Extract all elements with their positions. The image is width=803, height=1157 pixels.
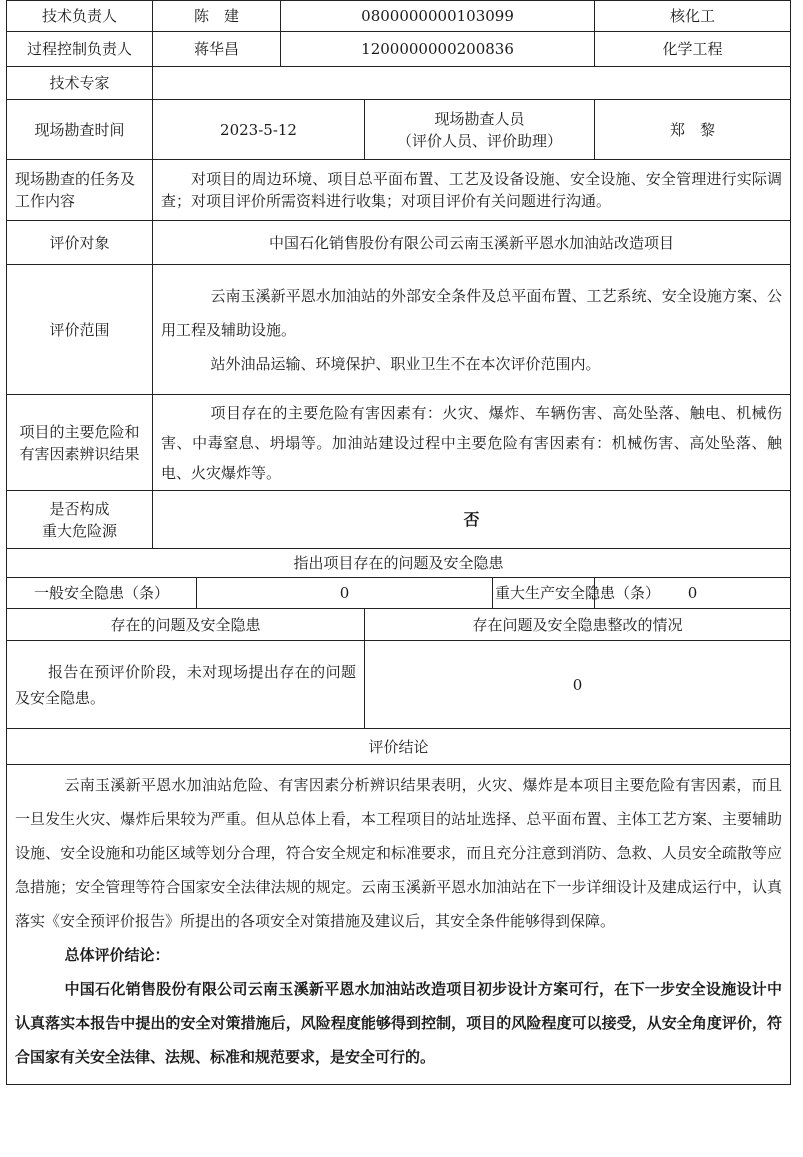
issues-body-left: 报告在预评价阶段，未对现场提出存在的问题及安全隐患。 [7,641,365,729]
survey-personnel-label [365,100,595,160]
tech-lead-name: 陈 建 [153,1,281,32]
major-hazard-value: 否 [153,491,791,549]
major-hazard-label-line2: 重大危险源 [41,521,117,540]
survey-personnel-label-line2: （评价人员、评价助理） [397,131,563,150]
major-hazard-count-label: 重大生产安全隐患（条） [493,578,595,609]
issues-col-left: 存在的问题及安全隐患 [7,609,365,641]
hazards-row [7,395,791,491]
expert-row [7,67,791,100]
tech-lead-id: 0800000000103099 [281,1,595,32]
hazards-text: 项目存在的主要危险有害因素有：火灾、爆炸、车辆伤害、高处坠落、触电、机械伤害、中毒窒息、坍塌等。加油站建设过程中主要危险有害因素有：机械伤害、高处坠落、触电、火灾爆炸等。 [153,395,791,491]
survey-personnel-value: 郑 黎 [595,100,791,160]
major-hazard-count: 0 [595,578,791,609]
process-lead-label: 过程控制负责人 [7,32,153,67]
tech-lead-field: 核化工 [595,1,791,32]
scope-label: 评价范围 [7,265,153,395]
scope-para-2: 站外油品运输、环境保护、职业卫生不在本次评价范围内。 [210,354,601,373]
conclusion-header: 评价结论 [7,729,791,765]
survey-time-label: 现场勘查时间 [7,100,153,160]
process-lead-name: 蒋华昌 [153,32,281,67]
expert-label: 技术专家 [7,67,153,100]
object-value: 中国石化销售股份有限公司云南玉溪新平恩水加油站改造项目 [153,221,791,265]
process-lead-id: 1200000000200836 [281,32,595,67]
hazards-label: 项目的主要危险和有害因素辨识结果 [7,395,153,491]
tech-lead-row [7,1,791,32]
overall-conclusion-text: 中国石化销售股份有限公司云南玉溪新平恩水加油站改造项目初步设计方案可行，在下一步安全设施设计中认真落实本报告中提出的安全对策措施后，风险程度能够得到控制，项目的风险程度可以接受，从安全角度评价，符合国家有关安全法律、法规、标准和规范要求，是安全可行的。 [15,980,783,1066]
process-lead-row [7,32,791,67]
issues-columns-row [7,609,791,641]
survey-row [7,100,791,160]
conclusion-body [7,765,791,1085]
task-text: 对项目的周边环境、项目总平面布置、工艺及设备设施、安全设施、安全管理进行实际调查；对项目评价所需资料进行收集；对项目评价有关问题进行沟通。 [153,160,791,221]
evaluation-form [6,0,790,1085]
general-hazard-count: 0 [197,578,493,609]
task-label: 现场勘查的任务及工作内容 [7,160,153,221]
process-lead-field: 化学工程 [595,32,791,67]
survey-personnel-label-line1: 现场勘查人员 [434,109,525,128]
major-hazard-label [7,491,153,549]
evaluation-table [6,0,791,1085]
scope-content [153,265,791,395]
issues-col-right: 存在问题及安全隐患整改的情况 [365,609,791,641]
survey-time-value: 2023-5-12 [153,100,365,160]
object-row [7,221,791,265]
scope-para-1: 云南玉溪新平恩水加油站的外部安全条件及总平面布置、工艺系统、安全设施方案、公用工程及辅助设施。 [161,286,783,339]
counts-row [7,578,791,609]
object-label: 评价对象 [7,221,153,265]
major-hazard-row [7,491,791,549]
task-row [7,160,791,221]
scope-row [7,265,791,395]
major-hazard-label-line1: 是否构成 [49,499,110,518]
expert-value [153,67,791,100]
conclusion-text: 云南玉溪新平恩水加油站危险、有害因素分析辨识结果表明，火灾、爆炸是本项目主要危险有害因素，而且一旦发生火灾、爆炸后果较为严重。但从总体上看，本工程项目的站址选择、总平面布置、主体工艺方案、主要辅助设施、安全设施和功能区域等划分合理，符合安全规定和标准要求，而且充分注意到消防、急救、人员安全疏散等应急措施；安全管理等符合国家安全法律法规的规定。云南玉溪新平恩水加油站在下一步详细设计及建成运行中，认真落实《安全预评价报告》所提出的各项安全对策措施及建议后，其安全条件能够得到保障。 [15,776,783,930]
issues-body-row [7,641,791,729]
overall-conclusion-label: 总体评价结论： [64,946,170,964]
conclusion-body-row [7,765,791,1085]
tech-lead-label: 技术负责人 [7,1,153,32]
general-hazard-label: 一般安全隐患（条） [7,578,197,609]
conclusion-header-row [7,729,791,765]
issues-body-right: 0 [365,641,791,729]
issues-header: 指出项目存在的问题及安全隐患 [7,549,791,578]
issues-header-row [7,549,791,578]
